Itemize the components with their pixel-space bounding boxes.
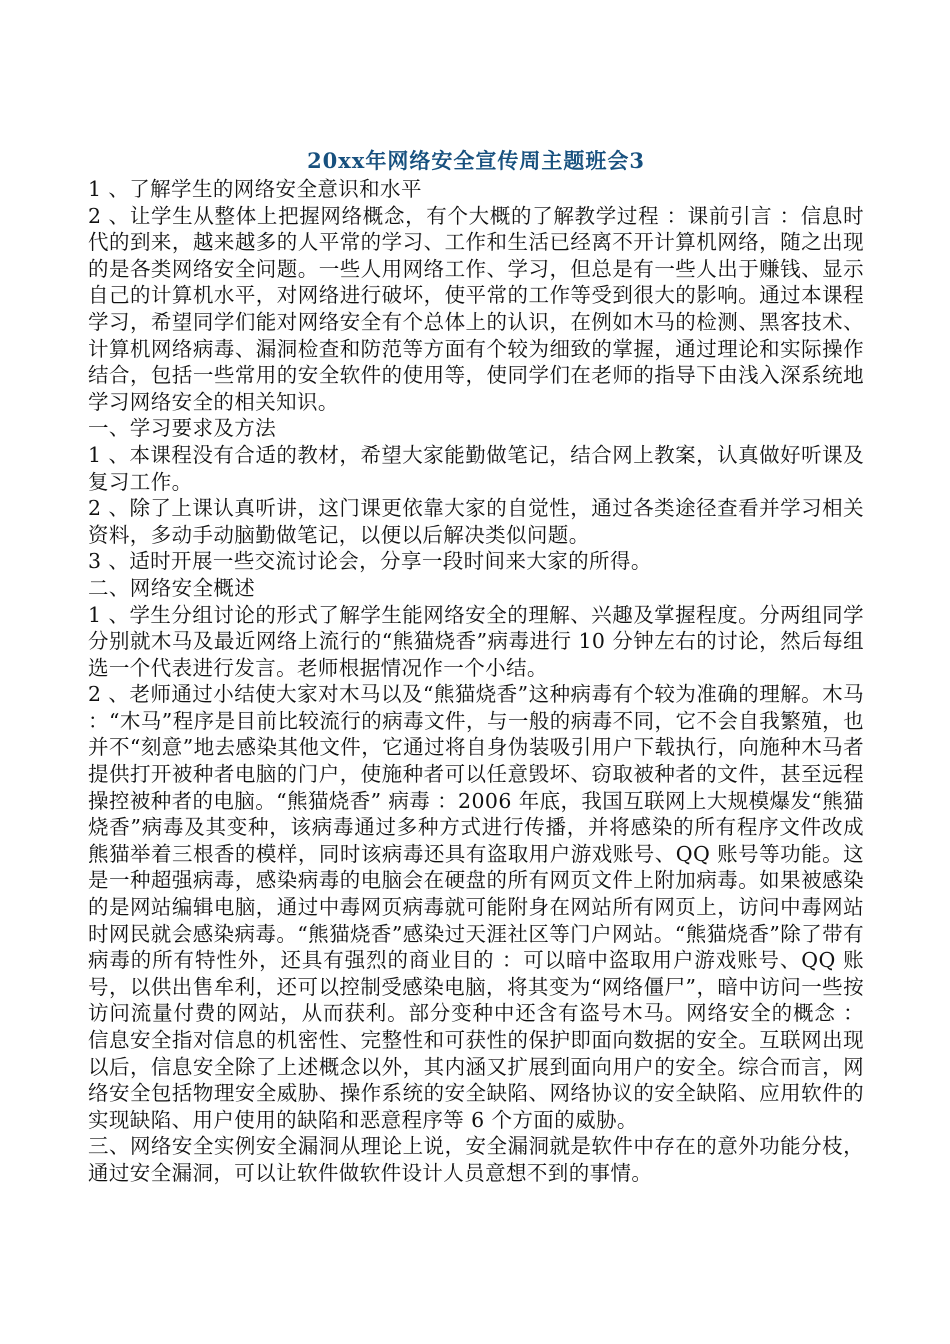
- section-heading-requirements: 一、学习要求及方法: [88, 416, 277, 441]
- paragraph-requirement-2: 2 、除了上课认真听讲，这门课更依靠大家的自觉性，通过各类途径查看并学习相关资料，多动手动脑勤做笔记，以便以后解决类似问题。: [88, 496, 864, 547]
- paragraph-overview-2: 2 、老师通过小结使大家对木马以及“熊猫烧香”这种病毒有个较为准确的理解。木马 ：“木马”程序是目前比较流行的病毒文件，与一般的病毒不同，它不会自我繁殖，也并不“刻意”地去感染其他文件，它通过将自身伪装吸引用户下载执行，向施种木马者提供打开被种者电脑的门户，使施种者可以任意毁坏、窃取被种者的文件，甚至远程操控被种者的电脑。“熊猫烧香” 病毒 ：2006 年底，我国互联网上大规模爆发“熊猫烧香”病毒及其变种，该病毒通过多种方式进行传播，并将感染的所有程序文件改成熊猫举着三根香的模样，同时该病毒还具有盗取用户游戏账号、QQ 账号等功能。这是一种超强病毒，感染病毒的电脑会在硬盘的所有网页文件上附加病毒。如果被感染的是网站编辑电脑，通过中毒网页病毒就可能附身在网站所有网页上，访问中毒网站时网民就会感染病毒。“熊猫烧香”感染过天涯社区等门户网站。“熊猫烧香”除了带有病毒的所有特性外，还具有强烈的商业目的 ：可以暗中盗取用户游戏账号、QQ 账号，以供出售牟利，还可以控制受感染电脑，将其变为“网络僵尸”，暗中访问一些按访问流量付费的网站，从而获利。部分变种中还含有盗号木马。网络安全的概念 ：信息安全指对信息的机密性、完整性和可获性的保护即面向数据的安全。互联网出现以后，信息安全除了上述概念以外，其内涵又扩展到面向用户的安全。综合而言，网络安全包括物理安全威胁、操作系统的安全缺陷、网络协议的安全缺陷、应用软件的实现缺陷、用户使用的缺陷和恶意程序等 6 个方面的威胁。: [88, 682, 864, 1132]
- section-heading-overview: 二、网络安全概述: [88, 575, 256, 600]
- paragraph-requirement-3: 3 、适时开展一些交流讨论会，分享一段时间来大家的所得。: [88, 549, 652, 574]
- document-page: [88, 146, 864, 1187]
- paragraph-objective-1: 1 、了解学生的网络安全意识和水平: [88, 177, 422, 201]
- paragraph-section-3: 三、网络安全实例安全漏洞从理论上说，安全漏洞就是软件中存在的意外功能分枝，通过安全漏洞，可以让软件做软件设计人员意想不到的事情。: [88, 1134, 864, 1185]
- paragraph-objective-2: 2 、让学生从整体上把握网络概念，有个大概的了解教学过程 ：课前引言 ：信息时代的到来，越来越多的人平常的学习、工作和生活已经离不开计算机网络，随之出现的是各类网络安全问题。一些人用网络工作、学习，但总是有一些人出于赚钱、显示自己的计算机水平，对网络进行破坏，使平常的工作等受到很大的影响。通过本课程学习，希望同学们能对网络安全有个总体上的认识，在例如木马的检测、黑客技术、计算机网络病毒、漏洞检查和防范等方面有个较为细致的掌握，通过理论和实际操作结合，包括一些常用的安全软件的使用等，使同学们在老师的指导下由浅入深系统地学习网络安全的相关知识。: [88, 203, 864, 414]
- document-title: 20xx年网络安全宣传周主题班会3: [307, 148, 645, 173]
- paragraph-requirement-1: 1 、本课程没有合适的教材，希望大家能勤做笔记，结合网上教案，认真做好听课及复习工作。: [88, 442, 864, 494]
- document-body: [88, 176, 864, 1187]
- paragraph-overview-1: 1 、学生分组讨论的形式了解学生能网络安全的理解、兴趣及掌握程度。分两组同学分别就木马及最近网络上流行的“熊猫烧香”病毒进行 10 分钟左右的讨论，然后每组选一个代表进行发言。老师根据情况作一个小结。: [88, 602, 864, 680]
